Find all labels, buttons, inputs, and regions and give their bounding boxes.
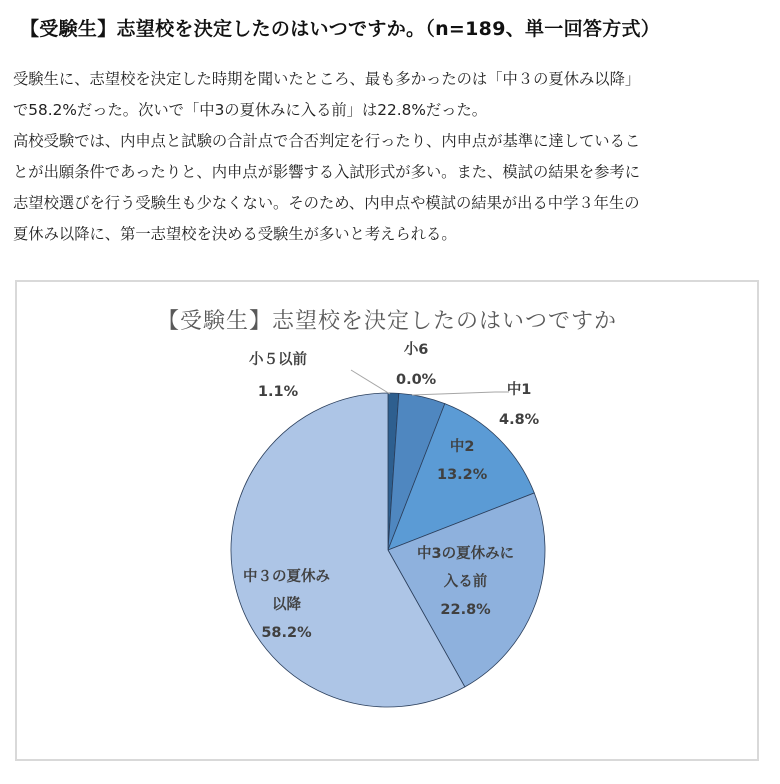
paragraph-line: 受験生に、志望校を決定した時期を聞いたところ、最も多かったのは「中３の夏休み以降」 bbox=[13, 70, 641, 88]
label-chu1 bbox=[499, 378, 539, 432]
paragraph-line: とが出願条件であったりと、内申点が影響する入試形式が多い。また、模試の結果を参考に bbox=[13, 163, 641, 181]
label-value: 4.8% bbox=[499, 412, 540, 428]
pie-plot bbox=[17, 282, 761, 763]
label-category: 中３の夏休み bbox=[243, 569, 330, 585]
label-value: 13.2% bbox=[437, 467, 488, 483]
paragraph-line: 高校受験では、内申点と試験の合計点で合否判定を行ったり、内申点が基準に達しているこ bbox=[13, 132, 641, 150]
leader-line-sho5 bbox=[351, 370, 390, 394]
leader-line-chu1 bbox=[412, 392, 509, 395]
paragraph-line: 夏休み以降に、第一志望校を決める受験生が多いと考えられる。 bbox=[13, 225, 457, 243]
label-value: 22.8% bbox=[440, 602, 491, 618]
label-sho5 bbox=[249, 348, 307, 404]
pie-chart bbox=[15, 280, 759, 761]
label-category-line2: 入る前 bbox=[443, 574, 488, 590]
label-sho6 bbox=[396, 338, 436, 392]
label-chu3-after-summer bbox=[243, 565, 330, 645]
label-category: 中2 bbox=[449, 439, 475, 455]
label-category: 小５以前 bbox=[249, 352, 307, 368]
label-chu2 bbox=[437, 435, 487, 487]
page-heading: 【受験生】志望校を決定したのはいつですか。（n=189、単一回答方式） bbox=[20, 18, 661, 40]
description-paragraph bbox=[13, 64, 773, 250]
label-value: 1.1% bbox=[257, 384, 299, 400]
chart-title: 【受験生】志望校を決定したのはいつですか bbox=[156, 309, 617, 334]
label-category: 小6 bbox=[403, 342, 429, 358]
paragraph-line: で58.2%だった。次いで「中3の夏休みに入る前」は22.8%だった。 bbox=[13, 101, 488, 119]
paragraph-line: 志望校選びを行う受験生も少なくない。そのため、内申点や模試の結果が出る中学３年生の bbox=[13, 194, 640, 212]
label-chu3-before-summer bbox=[417, 542, 514, 622]
label-value: 58.2% bbox=[261, 625, 312, 641]
label-category-line2: 以降 bbox=[272, 597, 301, 613]
label-category: 中1 bbox=[506, 382, 532, 398]
label-value: 0.0% bbox=[396, 372, 437, 388]
label-category: 中3の夏休みに bbox=[417, 546, 515, 562]
